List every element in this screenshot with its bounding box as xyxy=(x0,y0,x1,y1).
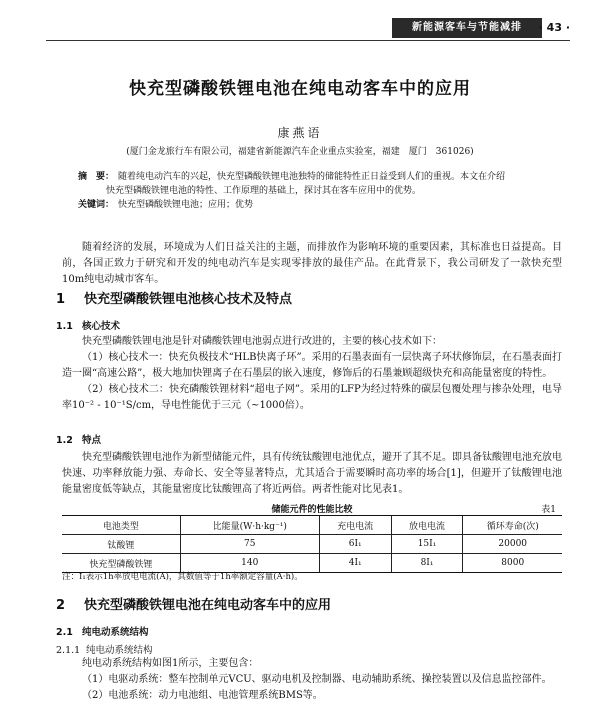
section-2-1-1-number: 2.1.1 xyxy=(56,645,81,656)
table-note: 注：I₁表示1h率放电电流(A)，其数值等于1h率额定容量(A·h)。 xyxy=(62,572,303,582)
section-1-2-body xyxy=(62,450,562,498)
s211-paragraph-3: （2）电池系统：动力电池组、电池管理系统BMS等。 xyxy=(82,690,323,701)
intro-paragraph: 随着经济的发展，环境成为人们日益关注的主题，而排放作为影响环境的重要因素，其标准也日益提高。目前，各国正致力于研究和开发的纯电动汽车是实现零排放的最佳产品。在此背景下，我公司研发了一款快充型10m纯电动城市客车。 xyxy=(62,242,562,285)
s12-paragraph-1: 快充型磷酸铁锂电池作为新型储能元件，具有传统钛酸锂电池优点，避开了其不足。即具备钛酸锂电池充放电快速、功率释放能力强、寿命长、安全等显著特点，尤其适合于需要瞬时高功率的场合[1]，但避开了钛酸锂电池能量密度低等缺点，其能量密度比钛酸锂高了将近两倍。两者性能对比见表1。 xyxy=(62,452,562,495)
affiliation: (厦门金龙旅行车有限公司，福建省新能源汽车企业重点实验室，福建 厦门 361026) xyxy=(126,147,474,157)
table-header-cell: 充电电流 xyxy=(319,516,391,535)
section-2-1-number: 2.1 xyxy=(56,627,73,638)
table-row xyxy=(62,535,562,554)
s211-paragraph-2: （1）电驱动系统：整车控制单元VCU、驱动电机及控制器、电动辅助系统、操控装置以及信息监控部件。 xyxy=(82,674,552,685)
table-header-cell: 电池类型 xyxy=(62,516,180,535)
intro-block xyxy=(62,240,562,288)
section-1-2-title: 特点 xyxy=(82,435,102,446)
journal-header: 新能源客车与节能减排 xyxy=(392,18,542,38)
table-header-cell: 放电电流 xyxy=(391,516,463,535)
section-1-1-heading xyxy=(56,318,120,332)
table-cell: 4I₁ xyxy=(319,554,391,573)
section-1-number: 1 xyxy=(56,292,66,307)
page-number: · 43 · xyxy=(538,21,570,34)
table-header-cell: 比能量(W·h·kg⁻¹) xyxy=(180,516,319,535)
paper-title: 快充型磷酸铁锂电池在纯电动客车中的应用 xyxy=(129,79,471,99)
abstract-text: 随着纯电动汽车的兴起，快充型磷酸铁锂电池独特的储能特性正日益受到人们的重视。本文在介绍 xyxy=(118,172,506,182)
table-cell: 140 xyxy=(180,554,319,573)
section-2-title: 快充型磷酸铁锂电池在纯电动客车中的应用 xyxy=(84,598,332,613)
section-2-1-1-body xyxy=(62,656,562,704)
author: 康燕语 xyxy=(277,126,323,140)
section-1-2-heading xyxy=(56,432,101,446)
section-2-1-title: 纯电动系统结构 xyxy=(82,627,149,638)
table-cell: 75 xyxy=(180,535,319,554)
abstract-line-1 xyxy=(78,170,548,184)
section-2-1-1-title: 纯电动系统结构 xyxy=(86,645,153,656)
table-header-row xyxy=(62,516,562,535)
section-2-number: 2 xyxy=(56,598,66,613)
section-1-1-body xyxy=(62,334,562,414)
keywords-label: 关键词： xyxy=(78,200,115,210)
table-cell: 8000 xyxy=(463,554,562,573)
table-cell: 8I₁ xyxy=(391,554,463,573)
table-caption: 储能元件的性能比较 xyxy=(271,505,353,515)
section-1-title: 快充型磷酸铁锂电池核心技术及特点 xyxy=(84,292,293,307)
section-1-1-number: 1.1 xyxy=(56,321,73,332)
table-label: 表1 xyxy=(541,505,556,515)
section-2-1-1-heading xyxy=(56,642,153,656)
keywords xyxy=(78,198,548,212)
table-cell: 钛酸锂 xyxy=(62,535,180,554)
section-2-heading xyxy=(56,594,331,613)
abstract xyxy=(78,170,548,212)
s211-paragraph-1: 纯电动系统结构如图1所示，主要包含： xyxy=(82,658,259,669)
section-1-heading xyxy=(56,288,292,307)
header-rule xyxy=(46,40,570,41)
table-cell: 20000 xyxy=(463,535,562,554)
section-2-1-heading xyxy=(56,624,149,638)
table-header-cell: 循环寿命(次) xyxy=(463,516,562,535)
abstract-line-2: 快充型磷酸铁锂电池的特性、工作原理的基础上，探讨其在客车应用中的优势。 xyxy=(106,186,422,196)
table-cell: 15I₁ xyxy=(391,535,463,554)
s11-paragraph-3: （2）核心技术二：快充磷酸铁锂材料“超电子网”。采用的LFP为经过特殊的碳层包覆处理与掺杂处理，电导率10⁻² - 10⁻¹S/cm，导电性能优于三元（~1000倍）。 xyxy=(62,384,562,411)
s11-paragraph-1: 快充型磷酸铁锂电池是针对磷酸铁锂电池弱点进行改进的，主要的核心技术如下： xyxy=(82,336,442,347)
section-1-2-number: 1.2 xyxy=(56,435,73,446)
table-cell: 6I₁ xyxy=(319,535,391,554)
s11-paragraph-2: （1）核心技术一：快充负极技术“HLB快离子环”。采用的石墨表面有一层快离子环状修饰层，在石墨表面打造一圈“高速公路”，极大地加快锂离子在石墨层的嵌入速度，修饰后的石墨兼顾超级快充和高能量密度的特性。 xyxy=(62,352,562,379)
section-1-1-title: 核心技术 xyxy=(82,321,121,332)
performance-table xyxy=(62,515,562,573)
abstract-label: 摘 要： xyxy=(78,172,115,182)
keywords-text: 快充型磷酸铁锂电池；应用；优势 xyxy=(118,200,254,210)
table-cell: 快充型磷酸铁锂 xyxy=(62,554,180,573)
